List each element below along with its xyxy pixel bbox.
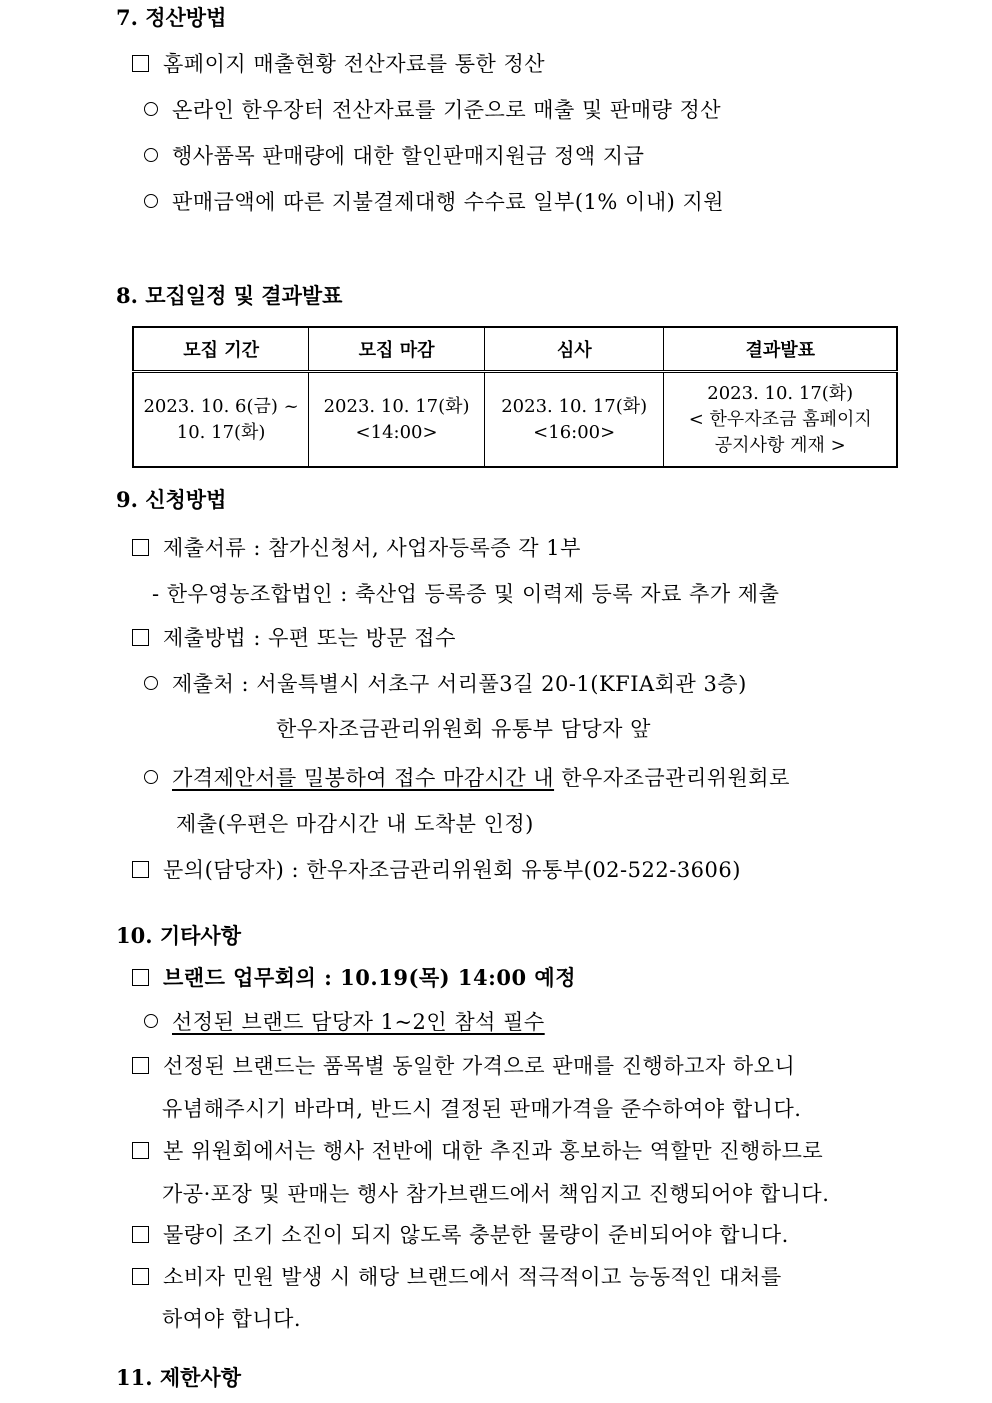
s9-line-7: 제출(우편은 마감시간 내 도착분 인정) <box>176 812 534 836</box>
checkbox-icon <box>132 969 149 986</box>
section-8-title: 8. 모집일정 및 결과발표 <box>116 283 343 308</box>
cell-recruit-period: 2023. 10. 6(금) ~ 10. 17(화) <box>133 372 309 468</box>
checkbox-icon <box>132 539 149 556</box>
s10-line-1: 브랜드 업무회의 : 10.19(목) 14:00 예정 <box>132 962 576 992</box>
checkbox-icon <box>132 1057 149 1074</box>
s9-line-4: 제출처 : 서울특별시 서초구 서리풀3길 20-1(KFIA회관 3층) <box>144 668 747 698</box>
s7-line-4: 판매금액에 따른 지불결제대행 수수료 일부(1% 이내) 지원 <box>144 186 724 216</box>
schedule-table <box>132 326 898 468</box>
cell-recruit-deadline: 2023. 10. 17(화) <14:00> <box>309 372 485 468</box>
circle-bullet-icon <box>144 770 158 784</box>
circle-bullet-icon <box>144 194 158 208</box>
cell-review: 2023. 10. 17(화) <16:00> <box>484 372 664 468</box>
s10-line-7: 물량이 조기 소진이 되지 않도록 충분한 물량이 준비되어야 합니다. <box>132 1219 789 1249</box>
s10-line-8: 소비자 민원 발생 시 해당 브랜드에서 적극적이고 능동적인 대처를 <box>132 1261 782 1291</box>
s7-line-3: 행사품목 판매량에 대한 할인판매지원금 정액 지급 <box>144 140 644 170</box>
s9-line-1: 제출서류 : 참가신청서, 사업자등록증 각 1부 <box>132 532 581 562</box>
s10-line-2: 선정된 브랜드 담당자 1~2인 참석 필수 <box>144 1006 545 1036</box>
circle-bullet-icon <box>144 148 158 162</box>
checkbox-icon <box>132 1268 149 1285</box>
circle-bullet-icon <box>144 102 158 116</box>
s10-line-3: 선정된 브랜드는 품목별 동일한 가격으로 판매를 진행하고자 하오니 <box>132 1050 795 1080</box>
header-result-announcement: 결과발표 <box>664 327 897 372</box>
header-recruit-deadline: 모집 마감 <box>309 327 485 372</box>
s9-line-6: 가격제안서를 밀봉하여 접수 마감시간 내 한우자조금관리위원회로 <box>144 762 790 792</box>
s9-line-3: 제출방법 : 우편 또는 방문 접수 <box>132 622 456 652</box>
s10-line-9: 하여야 합니다. <box>162 1307 302 1331</box>
s10-line-5: 본 위원회에서는 행사 전반에 대한 추진과 홍보하는 역할만 진행하므로 <box>132 1135 823 1165</box>
header-review: 심사 <box>484 327 664 372</box>
table-header-row <box>133 327 897 372</box>
section-10-title: 10. 기타사항 <box>116 923 241 948</box>
checkbox-icon <box>132 861 149 878</box>
s9-line-2: - 한우영농조합법인 : 축산업 등록증 및 이력제 등록 자료 추가 제출 <box>152 582 780 606</box>
checkbox-icon <box>132 1226 149 1243</box>
checkbox-icon <box>132 629 149 646</box>
s7-line-1: 홈페이지 매출현황 전산자료를 통한 정산 <box>132 48 545 78</box>
s9-line-8: 문의(담당자) : 한우자조금관리위원회 유통부(02-522-3606) <box>132 854 741 884</box>
circle-bullet-icon <box>144 1014 158 1028</box>
s9-line-5: 한우자조금관리위원회 유통부 담당자 앞 <box>276 717 651 741</box>
section-9-title: 9. 신청방법 <box>116 487 227 512</box>
s7-line-2: 온라인 한우장터 전산자료를 기준으로 매출 및 판매량 정산 <box>144 94 721 124</box>
circle-bullet-icon <box>144 676 158 690</box>
header-recruit-period: 모집 기간 <box>133 327 309 372</box>
s10-line-6: 가공·포장 및 판매는 행사 참가브랜드에서 책임지고 진행되어야 합니다. <box>162 1182 830 1206</box>
table-row <box>133 372 897 468</box>
section-11-title: 11. 제한사항 <box>116 1365 241 1390</box>
checkbox-icon <box>132 55 149 72</box>
checkbox-icon <box>132 1142 149 1159</box>
cell-result-announcement: 2023. 10. 17(화) < 한우자조금 홈페이지 공지사항 게재 > <box>664 372 897 468</box>
s10-line-4: 유념해주시기 바라며, 반드시 결정된 판매가격을 준수하여야 합니다. <box>162 1097 802 1121</box>
section-7-title: 7. 정산방법 <box>116 5 227 30</box>
